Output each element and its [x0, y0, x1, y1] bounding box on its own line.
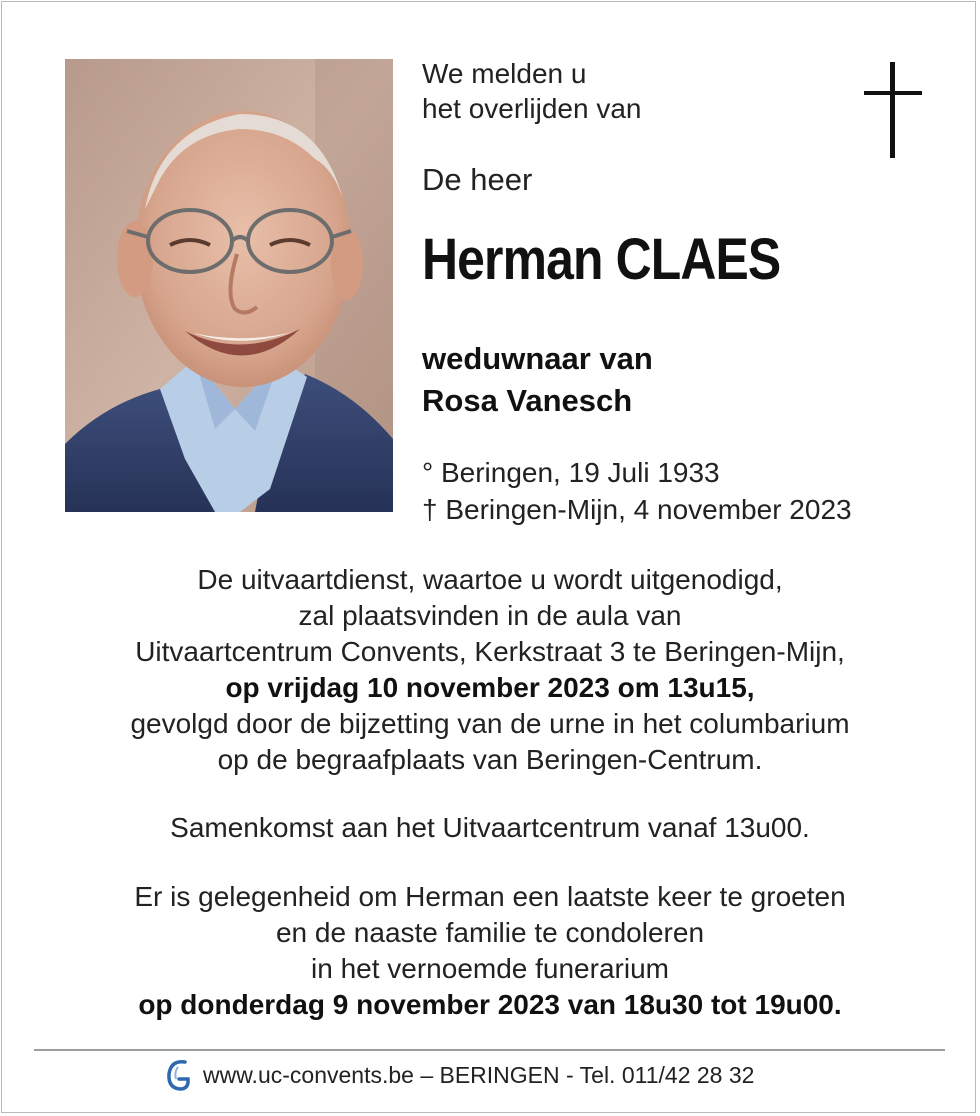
visitation-line: en de naaste familie te condoleren [275, 917, 705, 948]
footer-contact: www.uc-convents.be – BERINGEN - Tel. 011/42 28 32 [203, 1061, 755, 1088]
footer [165, 1058, 754, 1092]
spouse-line: Rosa Vanesch [422, 383, 633, 418]
birth-date: ° Beringen, 19 Juli 1933 [422, 457, 720, 488]
service-datetime: op vrijdag 10 november 2023 om 13u15, [225, 672, 755, 703]
death-date: † Beringen-Mijn, 4 november 2023 [422, 494, 852, 525]
divider [34, 1049, 945, 1051]
life-dates [422, 454, 852, 528]
service-line: gevolgd door de bijzetting van de urne in het columbarium [130, 708, 850, 739]
intro-text [422, 56, 641, 126]
cross-icon [864, 62, 922, 158]
funeral-home-logo-icon [165, 1058, 191, 1092]
intro-line: We melden u [422, 58, 587, 89]
service-line: op de begraafplaats van Beringen-Centrum. [217, 744, 763, 775]
service-line: De uitvaartdienst, waartoe u wordt uitgenodigd, [197, 564, 783, 595]
service-paragraph [40, 562, 940, 778]
service-line: zal plaatsvinden in de aula van [298, 600, 682, 631]
honorific: De heer [422, 162, 533, 197]
spouse-info [422, 338, 653, 422]
service-line: Uitvaartcentrum Convents, Kerkstraat 3 te Beringen-Mijn, [135, 636, 845, 667]
intro-line: het overlijden van [422, 93, 642, 124]
gathering-line: Samenkomst aan het Uitvaartcentrum vanaf 13u00. [170, 812, 810, 843]
visitation-line: in het vernoemde funerarium [311, 953, 669, 984]
portrait-photo [65, 59, 393, 512]
visitation-datetime: op donderdag 9 november 2023 van 18u30 tot 19u00. [138, 989, 842, 1020]
visitation-line: Er is gelegenheid om Herman een laatste keer te groeten [134, 881, 846, 912]
gathering-paragraph [40, 810, 940, 846]
spouse-line: weduwnaar van [422, 341, 653, 376]
visitation-paragraph [40, 879, 940, 1023]
deceased-name: Herman CLAES [422, 227, 781, 292]
